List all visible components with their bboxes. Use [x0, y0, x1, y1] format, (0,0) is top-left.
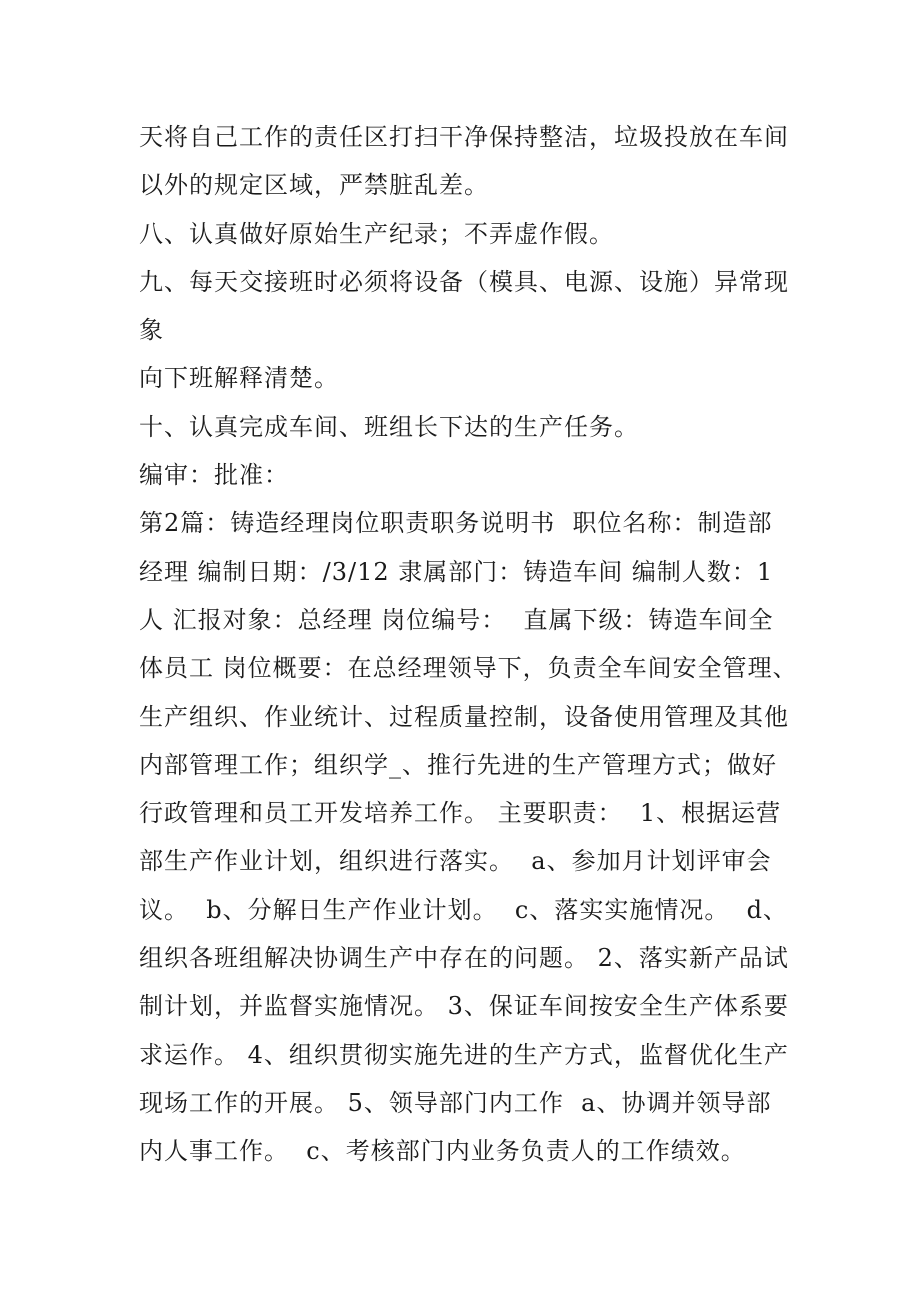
text-line: 以外的规定区域，严禁脏乱差。 [139, 171, 489, 200]
text-line: 内部管理工作；组织学_、推行先进的生产管理方式；做好 [139, 750, 777, 779]
section-heading-line: 第2篇：铸造经理岗位职责职务说明书 职位名称：制造部 [139, 509, 773, 538]
text-line: 求运作。 4、组织贯彻实施先进的生产方式，监督优化生产 [139, 1040, 789, 1069]
text-line: 生产组织、作业统计、过程质量控制，设备使用管理及其他 [139, 702, 789, 731]
text-line: 内人事工作。 c、考核部门内业务负责人的工作绩效。 [139, 1137, 746, 1166]
text-line: 九、每天交接班时必须将设备（模具、电源、设施）异常现 [139, 267, 789, 296]
text-line: 制计划，并监督实施情况。 3、保证车间按安全生产体系要 [139, 992, 789, 1021]
text-line: 议。 b、分解日生产作业计划。 c、落实实施情况。 d、 [139, 895, 788, 924]
text-line: 经理 编制日期：/3/12 隶属部门：铸造车间 编制人数：1 [139, 557, 774, 586]
text-line: 人 汇报对象：总经理 岗位编号： 直属下级：铸造车间全 [139, 605, 774, 634]
text-line: 行政管理和员工开发培养工作。 主要职责： 1、根据运营 [139, 799, 782, 828]
text-line: 十、认真完成车间、班组长下达的生产任务。 [139, 412, 639, 441]
document-body [139, 113, 798, 1176]
text-line: 象 [139, 316, 164, 345]
text-line: 八、认真做好原始生产纪录；不弄虚作假。 [139, 219, 614, 248]
text-line: 组织各班组解决协调生产中存在的问题。 2、落实新产品试 [139, 944, 789, 973]
text-line: 体员工 岗位概要：在总经理领导下，负责全车间安全管理、 [139, 654, 798, 683]
text-line: 天将自己工作的责任区打扫干净保持整洁，垃圾投放在车间 [139, 123, 789, 151]
text-line: 编审：批准： [139, 461, 289, 490]
text-line: 现场工作的开展。 5、领导部门内工作 a、协调并领导部 [139, 1088, 772, 1117]
text-line: 向下班解释清楚。 [139, 364, 339, 393]
text-line: 部生产作业计划，组织进行落实。 a、参加月计划评审会 [139, 847, 772, 876]
